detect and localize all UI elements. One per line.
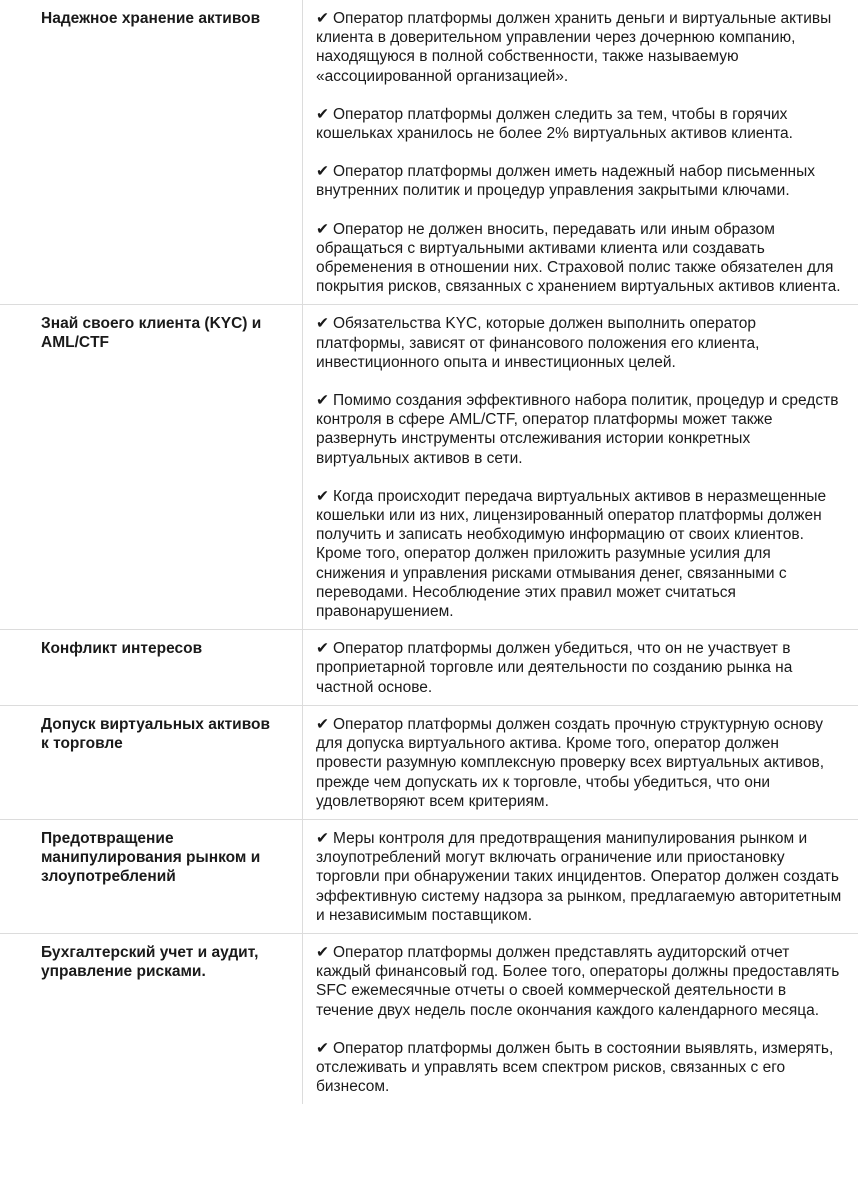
requirement-text: Оператор платформы должен создать прочную структурную основу для допуска виртуального актива. Кроме того, оператор должен провести разумную комплексную проверку всех виртуальных активов, прежде чем допускать их к торговле, чтобы убедиться, что они удовлетворяют всем критериям. bbox=[316, 715, 825, 810]
table-row bbox=[0, 934, 858, 1104]
requirement-item bbox=[316, 715, 844, 811]
requirement-item bbox=[316, 943, 844, 1020]
requirement-text: Помимо создания эффективного набора политик, процедур и средств контроля в сфере AML/CTF, оператор платформы может также развернуть инструменты отслеживания истории конкретных виртуальных активов в сети. bbox=[316, 392, 839, 467]
requirement-text: Меры контроля для предотвращения манипулирования рынком и злоупотреблений могут включать ограничение или приостановку торговли при обнаружении таких инцидентов. Оператор должен создать эффективную систему надзора за рынком, предлагаемую авторитетным и независимым поставщиком. bbox=[316, 829, 842, 924]
checkmark-icon: ✔ bbox=[316, 715, 329, 733]
requirement-item bbox=[316, 487, 844, 621]
requirement-text: Когда происходит передача виртуальных активов в неразмещенные кошельки или из них, лицензированный оператор платформы должен получить и записать необходимую информацию от своих клиентов. Кроме того, оператор должен приложить разумные усилия для снижения и управления рисками отмывания денег, связанными с переводами. Несоблюдение этих правил может считаться правонарушением. bbox=[316, 487, 827, 621]
checkmark-icon: ✔ bbox=[316, 487, 329, 505]
row-label: Допуск виртуальных активов к торговле bbox=[0, 706, 303, 819]
requirement-item bbox=[316, 9, 844, 86]
checkmark-icon: ✔ bbox=[316, 163, 329, 181]
requirement-item bbox=[316, 162, 844, 200]
requirement-text: Оператор платформы должен представлять аудиторский отчет каждый финансовый год. Более того, операторы должны предоставлять SFC ежемесячные отчеты о своей коммерческой деятельности в течение двух недель после окончания каждого календарного месяца. bbox=[316, 943, 840, 1019]
checkmark-icon: ✔ bbox=[316, 105, 329, 123]
checkmark-icon: ✔ bbox=[316, 392, 329, 410]
requirement-text: Оператор платформы должен быть в состоянии выявлять, измерять, отслеживать и управлять всем спектром рисков, связанных с его бизнесом. bbox=[316, 1039, 834, 1096]
row-content bbox=[303, 630, 858, 705]
checkmark-icon: ✔ bbox=[316, 640, 329, 658]
requirement-text: Оператор платформы должен убедиться, что он не участвует в проприетарной торговле или деятельности по созданию рынка на частной основе. bbox=[316, 640, 793, 696]
requirement-text: Оператор платформы должен иметь надежный набор письменных внутренних политик и процедур управления закрытыми ключами. bbox=[316, 163, 815, 200]
row-label: Знай своего клиента (KYC) и AML/CTF bbox=[0, 305, 303, 629]
requirement-item bbox=[316, 105, 844, 143]
requirement-item bbox=[316, 314, 844, 372]
row-content bbox=[303, 305, 858, 629]
checkmark-icon: ✔ bbox=[316, 943, 329, 961]
checkmark-icon: ✔ bbox=[316, 829, 329, 847]
requirement-text: Обязательства KYC, которые должен выполнить оператор платформы, зависят от финансового положения его клиента, инвестиционного опыта и инвестиционных целей. bbox=[316, 315, 760, 371]
row-label: Надежное хранение активов bbox=[0, 0, 303, 304]
table-row bbox=[0, 0, 858, 305]
requirement-item bbox=[316, 829, 844, 925]
requirement-text: Оператор платформы должен следить за тем, чтобы в горячих кошельках хранилось не более 2% виртуальных активов клиента. bbox=[316, 105, 793, 143]
requirement-text: Оператор не должен вносить, передавать или иным образом обращаться с виртуальными активами клиента или создавать обременения в отношении них. Страховой полис также обязателен для покрытия рисков, связанных с хранением виртуальных активов клиента. bbox=[316, 220, 841, 296]
checkmark-icon: ✔ bbox=[316, 220, 329, 238]
requirement-item bbox=[316, 391, 844, 468]
table-row bbox=[0, 630, 858, 706]
row-content bbox=[303, 820, 858, 933]
row-content bbox=[303, 0, 858, 304]
table-row bbox=[0, 820, 858, 934]
requirement-item bbox=[316, 1039, 844, 1097]
row-label: Предотвращение манипулирования рынком и злоупотреблений bbox=[0, 820, 303, 933]
checkmark-icon: ✔ bbox=[316, 315, 329, 333]
checkmark-icon: ✔ bbox=[316, 10, 329, 27]
row-content bbox=[303, 934, 858, 1104]
table-row bbox=[0, 706, 858, 820]
checkmark-icon: ✔ bbox=[316, 1039, 329, 1057]
requirement-item bbox=[316, 220, 844, 297]
requirement-item bbox=[316, 639, 844, 697]
row-content bbox=[303, 706, 858, 819]
row-label: Конфликт интересов bbox=[0, 630, 303, 705]
requirement-text: Оператор платформы должен хранить деньги и виртуальные активы клиента в доверительном управлении через дочернюю компанию, находящуюся в полной собственности, также называемую «ассоциированной организацией». bbox=[316, 10, 832, 85]
table-row bbox=[0, 305, 858, 630]
row-label: Бухгалтерский учет и аудит, управление рисками. bbox=[0, 934, 303, 1104]
